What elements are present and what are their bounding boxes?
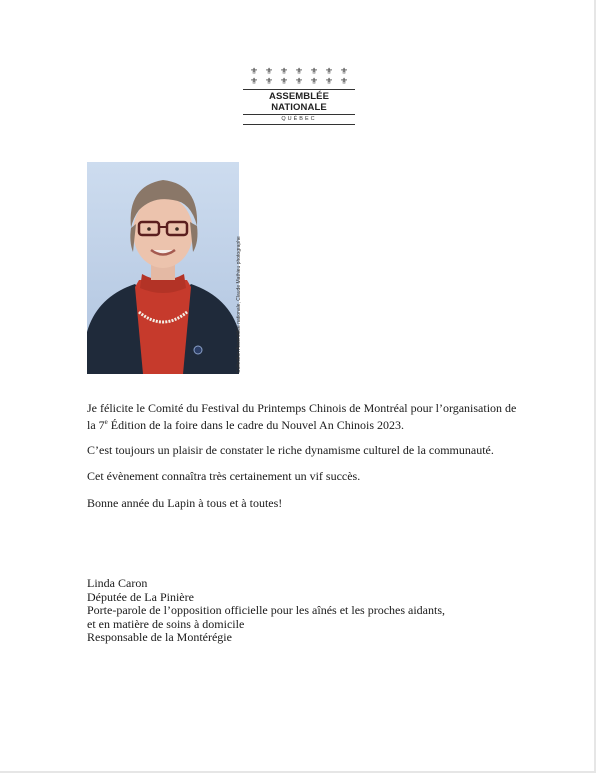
fleur-de-lis-icon: ⚜	[294, 76, 304, 86]
signatory-title: Députée de La Pinière	[87, 589, 194, 604]
fleur-de-lis-icon: ⚜	[279, 66, 289, 76]
fleur-de-lis-icon: ⚜	[324, 66, 334, 76]
fleur-de-lis-icon: ⚜	[264, 66, 274, 76]
province-name: QUÉBEC	[243, 116, 355, 125]
fleur-de-lis-icon: ⚜	[279, 76, 289, 86]
paragraph-1-start: Je félicite le Comité du Festival du Printemps Chinois de Montréal pour l’organisation de la 7	[87, 401, 517, 432]
portrait-illustration	[87, 162, 239, 374]
fleur-de-lis-icon: ⚜	[264, 76, 274, 86]
letter-paragraph-3: Cet évènement connaîtra très certainement un vif succès.	[87, 469, 361, 483]
letter-paragraph-4: Bonne année du Lapin à tous et à toutes!	[87, 496, 283, 510]
signatory-role-2: et en matière de soins à domicile	[87, 616, 245, 631]
assembly-name: ASSEMBLÉE NATIONALE	[243, 89, 355, 115]
portrait-photo	[87, 162, 239, 374]
signatory-role-3: Responsable de la Montérégie	[87, 630, 232, 644]
signature-block	[87, 577, 445, 645]
fleur-de-lis-rows	[245, 66, 353, 86]
fleur-de-lis-icon: ⚜	[339, 76, 349, 86]
signatory-role-1: Porte-parole de l’opposition officielle pour les aînés et les proches aidants,	[87, 603, 446, 617]
fleur-de-lis-icon: ⚜	[309, 76, 319, 86]
fleur-de-lis-icon: ⚜	[249, 76, 259, 86]
letter-paragraph-1	[87, 401, 517, 432]
fleur-de-lis-icon: ⚜	[324, 76, 334, 86]
fleur-de-lis-icon: ⚜	[249, 66, 259, 76]
assemblee-nationale-logo	[243, 66, 355, 126]
letter-paragraph-2: C’est toujours un plaisir de constater le riche dynamisme culturel de la communauté.	[87, 443, 494, 457]
fleur-de-lis-icon: ⚜	[294, 66, 304, 76]
signatory-name: Linda Caron	[87, 576, 148, 590]
photo-credit: Collection Assemblée nationale, Claude Mathieu photographe	[236, 236, 242, 373]
fleur-de-lis-icon: ⚜	[339, 66, 349, 76]
ordinal-suffix: e	[104, 418, 108, 426]
paragraph-1-end: Édition de la foire dans le cadre du Nouvel An Chinois 2023.	[107, 418, 405, 432]
fleur-de-lis-icon: ⚜	[309, 66, 319, 76]
